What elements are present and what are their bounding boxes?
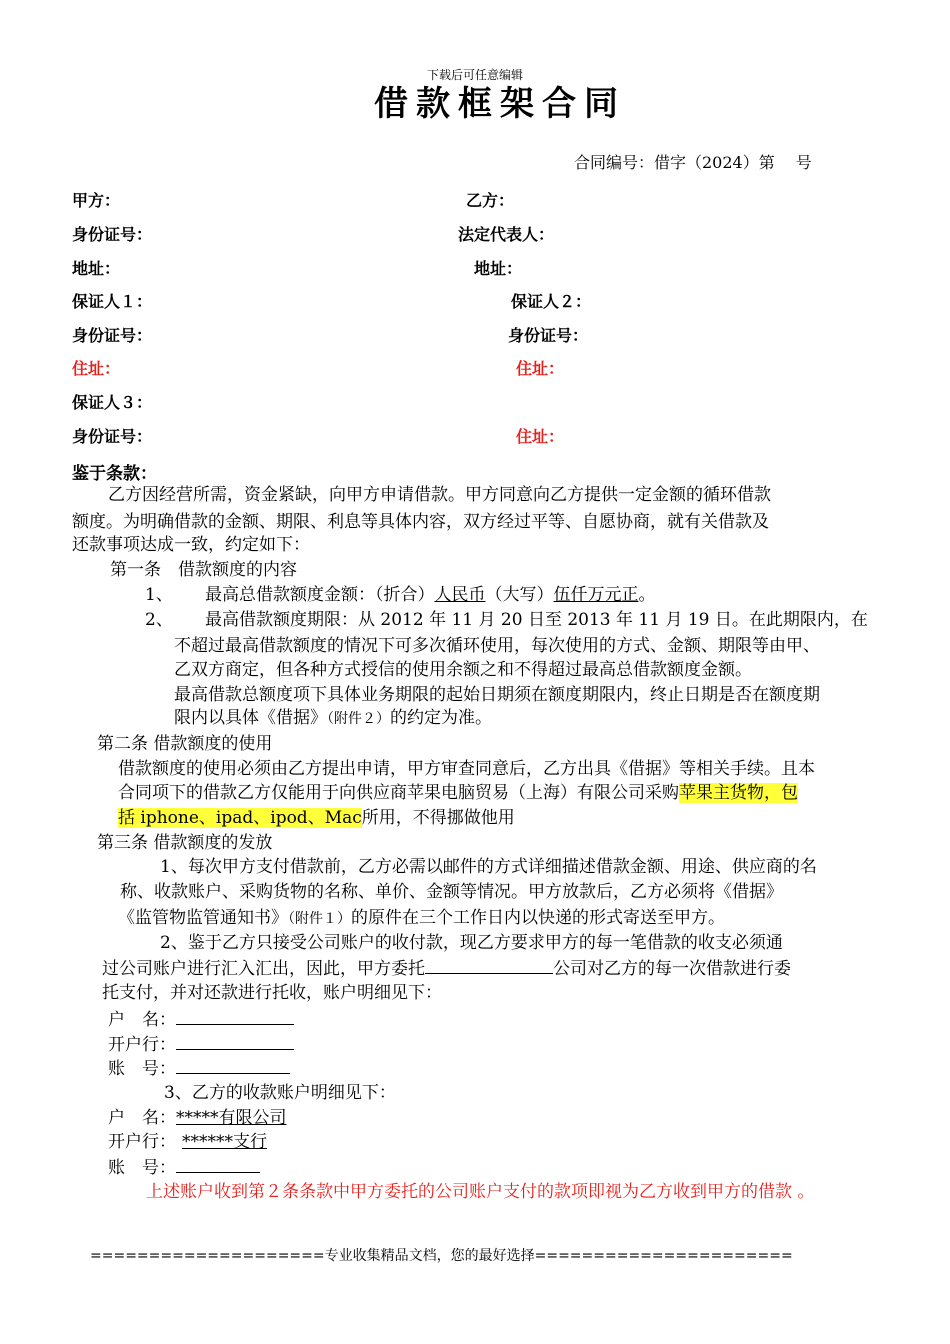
article-3-p1-line-2: 称、收款账户、采购货物的名称、单价、金额等情况。甲方放款后，乙方必须将《借据》 bbox=[120, 882, 783, 902]
a-account-no-row bbox=[108, 1055, 290, 1083]
party-b-legal-rep-label: 法定代表人： bbox=[458, 225, 555, 244]
b-account-no-label: 账 号： bbox=[108, 1158, 176, 1178]
article-1-item-1-number: 1、 bbox=[145, 585, 173, 605]
guarantor-2-id-label: 身份证号： bbox=[508, 326, 589, 345]
document-title: 借款框架合同 bbox=[374, 84, 626, 124]
guarantor-2-residence-label: 住址： bbox=[516, 359, 565, 378]
b-account-name-row bbox=[108, 1105, 295, 1132]
a-account-no-blank bbox=[176, 1055, 290, 1074]
article-3-p1-line-3 bbox=[118, 905, 725, 933]
b-account-no-row bbox=[108, 1154, 260, 1182]
p2-line-2-text: 过公司账户进行汇入汇出，因此，甲方委托 bbox=[102, 959, 425, 979]
article-1-item-2-line-2: 不超过最高借款额度的情况下可多次循环使用，每次使用的方式、金额、期限等由甲、 bbox=[174, 636, 820, 656]
article-3-p3-heading: 3、乙方的收款账户明细见下： bbox=[164, 1083, 396, 1103]
account-note: 上述账户收到第２条条款中甲方委托的公司账户支付的款项即视为乙方收到甲方的借款 。 bbox=[146, 1182, 815, 1202]
article-1-item-1 bbox=[205, 582, 656, 609]
p2-line-2-end: 公司对乙方的每一次借款进行委 bbox=[553, 959, 791, 979]
p1-line-3-end: 的原件在三个工作日内以快递的形式寄送至甲方。 bbox=[351, 908, 725, 928]
a-account-name-blank bbox=[176, 1006, 294, 1025]
article-2-line-3-text: 所用，不得挪做他用 bbox=[361, 808, 515, 828]
footer-banner: ====================专业收集精品文档，您的最好选择====================== bbox=[90, 1248, 793, 1264]
article-3-p2-line-3: 托支付，并对还款进行托收，账户明细见下： bbox=[102, 983, 442, 1003]
article-1-item-2-line-4: 最高借款总额度项下具体业务期限的起始日期须在额度期限内，终止日期是否在额度期 bbox=[174, 685, 820, 705]
article-1-item-2-line-3: 乙双方商定，但各种方式授信的使用余额之和不得超过最高总借款额度金额。 bbox=[174, 660, 752, 680]
party-a-id-label: 身份证号： bbox=[72, 225, 153, 244]
line-5-end: 的约定为准。 bbox=[390, 708, 492, 728]
article-2-line-2-text: 合同项下的借款乙方仅能用于向供应商苹果电脑贸易（上海）有限公司采购 bbox=[118, 783, 679, 803]
guarantor-1-label: 保证人１： bbox=[72, 292, 153, 311]
a-account-name-label: 户 名： bbox=[108, 1010, 176, 1030]
amount-uppercase: 伍仟万元正 bbox=[553, 585, 639, 605]
b-account-name-value: *****有限公司 bbox=[176, 1108, 287, 1128]
a-bank-blank bbox=[176, 1031, 294, 1050]
guarantor-3-residence-label: 住址： bbox=[516, 427, 565, 446]
recitals-line-3: 还款事项达成一致，约定如下： bbox=[72, 535, 310, 555]
article-1-heading: 第一条 借款额度的内容 bbox=[110, 560, 297, 580]
b-bank-label: 开户行： bbox=[108, 1132, 176, 1152]
currency: 人民币 bbox=[434, 585, 486, 605]
guarantor-1-residence-label: 住址： bbox=[72, 359, 121, 378]
b-account-no-blank bbox=[176, 1154, 260, 1173]
article-3-p2-line-2 bbox=[102, 955, 791, 983]
a-bank-label: 开户行： bbox=[108, 1035, 176, 1055]
article-1-item-2-line-5 bbox=[174, 705, 492, 733]
a-account-no-label: 账 号： bbox=[108, 1059, 176, 1079]
guarantor-3-id-label: 身份证号： bbox=[72, 427, 153, 446]
b-bank-value: ******支行 bbox=[182, 1132, 267, 1152]
article-3-p1-line-1: 1、每次甲方支付借款前，乙方必需以邮件的方式详细描述借款金额、用途、供应商的名 bbox=[160, 857, 817, 877]
guarantor-1-id-label: 身份证号： bbox=[72, 326, 153, 345]
uppercase-note: （大写） bbox=[485, 585, 554, 605]
b-bank-row bbox=[108, 1129, 275, 1156]
recitals-line-2: 额度。为明确借款的金额、期限、利息等具体内容，双方经过平等、自愿协商，就有关借款及 bbox=[72, 512, 769, 532]
item-1-period: 。 bbox=[638, 585, 656, 605]
guarantor-2-label: 保证人２： bbox=[511, 292, 592, 311]
party-a-label: 甲方： bbox=[72, 191, 121, 210]
article-1-item-2-line-1: 最高借款额度期限：从 2012 年 11 月 20 日至 2013 年 11 月 19 日。在此期限内，在 bbox=[205, 610, 868, 630]
recitals-heading: 鉴于条款： bbox=[72, 464, 157, 484]
article-3-heading: 第三条 借款额度的发放 bbox=[97, 833, 273, 853]
header-note: 下载后可任意编辑 bbox=[426, 68, 523, 82]
supervision-notice: 《监管物监管通知书》 bbox=[118, 908, 288, 928]
highlighted-products: 括 iphone、ipad、ipod、Mac bbox=[118, 808, 362, 828]
highlighted-goods: 苹果主货物，包 bbox=[679, 783, 798, 803]
party-b-address-label: 地址： bbox=[474, 259, 523, 278]
contract-number: 合同编号：借字（2024）第 号 bbox=[574, 153, 812, 172]
article-2-line-1: 借款额度的使用必须由乙方提出申请，甲方审查同意后，乙方出具《借据》等相关手续。且本 bbox=[118, 759, 815, 779]
entrusted-company-blank bbox=[425, 955, 553, 974]
annex-1-note: （附件１） bbox=[288, 911, 351, 927]
max-amount-label: 最高总借款额度金额：（折合） bbox=[205, 585, 435, 605]
article-2-heading: 第二条 借款额度的使用 bbox=[97, 734, 273, 754]
guarantor-3-label: 保证人３： bbox=[72, 393, 153, 412]
receipt-reference: 限内以具体《借据》 bbox=[174, 708, 327, 728]
annex-2-note: （附件２） bbox=[327, 711, 390, 727]
a-account-name-row bbox=[108, 1006, 294, 1034]
party-a-address-label: 地址： bbox=[72, 259, 121, 278]
article-2-line-2 bbox=[118, 780, 798, 807]
b-account-name-label: 户 名： bbox=[108, 1108, 176, 1128]
party-b-label: 乙方： bbox=[466, 191, 515, 210]
article-1-item-2-number: 2、 bbox=[145, 610, 173, 630]
article-2-line-3 bbox=[118, 805, 515, 832]
recitals-line-1: 乙方因经营所需，资金紧缺，向甲方申请借款。甲方同意向乙方提供一定金额的循环借款 bbox=[108, 485, 771, 505]
article-3-p2-line-1: 2、鉴于乙方只接受公司账户的收付款，现乙方要求甲方的每一笔借款的收支必须通 bbox=[160, 933, 783, 953]
